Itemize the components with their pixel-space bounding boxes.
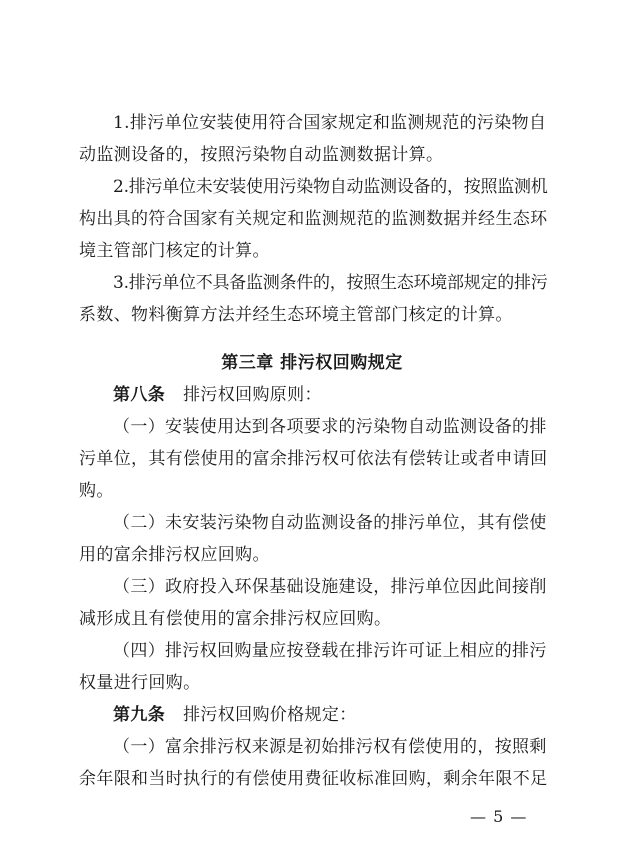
article-8-number: 第八条 <box>113 385 166 405</box>
paragraph-2-line-1: 2.排污单位未安装使用污染物自动监测设备的，按照监测机 <box>113 177 548 197</box>
article-8-item-1-line-3: 购。 <box>79 481 114 501</box>
paragraph-2-line-2: 构出具的符合国家有关规定和监测规范的监测数据并经生态环 <box>79 209 548 229</box>
article-9-heading <box>113 704 549 726</box>
page-number: — 5 — <box>470 807 528 826</box>
article-8-item-3-line-1: （三）政府投入环保基础设施建设，排污单位因此间接削 <box>113 577 547 597</box>
article-8-item-1-line-1: （一）安装使用达到各项要求的污染物自动监测设备的排 <box>113 417 547 437</box>
paragraph-3-line-1: 3.排污单位不具备监测条件的，按照生态环境部规定的排污 <box>113 273 548 293</box>
article-8-item-1-line-2: 污单位，其有偿使用的富余排污权可依法有偿转让或者申请回 <box>79 449 548 469</box>
article-8-item-4-line-1: （四）排污权回购量应按登载在排污许可证上相应的排污 <box>113 641 547 661</box>
paragraph-3-line-2: 系数、物料衡算方法并经生态环境主管部门核定的计算。 <box>79 305 513 325</box>
article-8-heading <box>113 384 549 406</box>
paragraph-1-line-1: 1.排污单位安装使用符合国家规定和监测规范的污染物自 <box>113 113 547 133</box>
article-9-item-1-line-2: 余年限和当时执行的有偿使用费征收标准回购，剩余年限不足 <box>79 769 548 789</box>
article-8-item-2-line-1: （二）未安装污染物自动监测设备的排污单位，其有偿使 <box>113 513 547 533</box>
article-8-title: 排污权回购原则： <box>183 385 322 405</box>
article-8-item-3-line-2: 减形成且有偿使用的富余排污权应回购。 <box>79 609 392 629</box>
paragraph-2-line-3: 境主管部门核定的计算。 <box>79 241 270 261</box>
chapter-heading: 第三章 排污权回购规定 <box>221 353 403 373</box>
article-9-title: 排污权回购价格规定： <box>183 705 357 725</box>
article-8-item-2-line-2: 用的富余排污权应回购。 <box>79 545 270 565</box>
article-9-number: 第九条 <box>113 705 166 725</box>
paragraph-1-line-2: 动监测设备的，按照污染物自动监测数据计算。 <box>79 145 444 165</box>
article-8-item-4-line-2: 权量进行回购。 <box>79 673 201 693</box>
article-9-item-1-line-1: （一）富余排污权来源是初始排污权有偿使用的，按照剩 <box>113 737 547 757</box>
